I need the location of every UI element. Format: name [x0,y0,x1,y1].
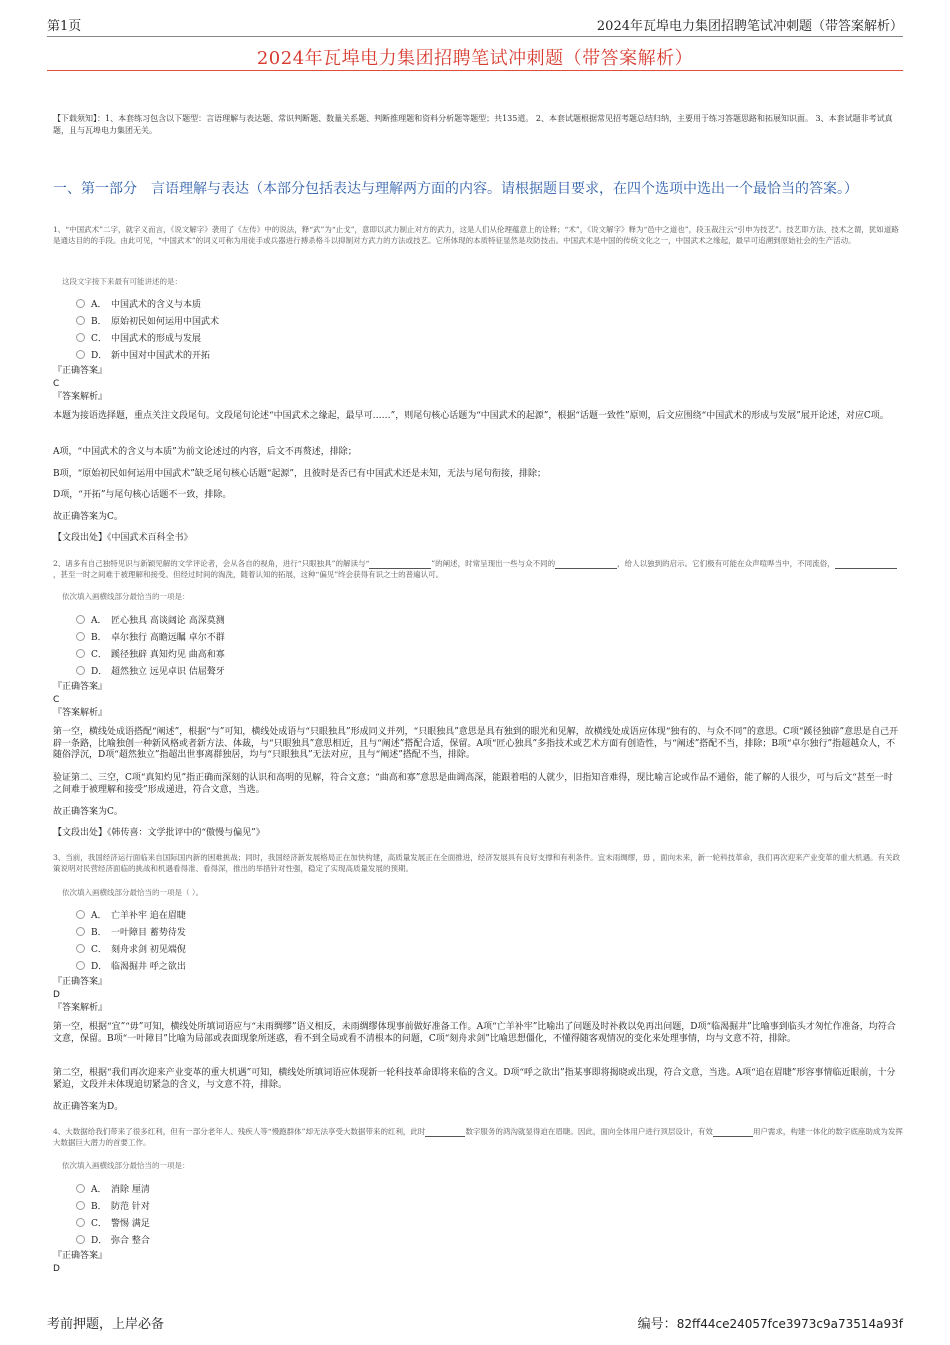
radio-icon[interactable] [76,1201,85,1210]
q3-options [76,906,186,974]
q1-ask: 这段文字接下来最有可能讲述的是： [62,277,182,286]
q4-ask: 依次填入画横线部分最恰当的一项是： [62,1161,190,1170]
blank-line [369,560,431,569]
q3-answer: D [53,990,60,1000]
q2-option-a[interactable]: A． 匠心独具 高谈阔论 高深莫测 [76,611,225,628]
q1-option-d[interactable]: D． 新中国对中国武术的开拓 [76,346,219,363]
q3-option-b[interactable]: B． 一叶障目 蓄势待发 [76,923,186,940]
page-title: 2024年瓦埠电力集团招聘笔试冲刺题（带答案解析） [256,48,694,69]
radio-icon[interactable] [76,927,85,936]
footer-slogan: 考前押题，上岸必备 [47,1316,165,1332]
q4-option-a[interactable]: A． 消除 厘清 [76,1180,150,1197]
q3-stem: 3、当前，我国经济运行面临来自国际国内新的困难挑战；同时，我国经济新发展格局正在加快构建，高质量发展正在全面推进，经济发展具有良好支撑和有利条件。宜未雨绸缪，毋 ，面向未来，新一轮科技革命，我们再次迎来产业变革的重大机遇。有关政策说明对民营经济面临的挑战和机遇看得准、看得深，推出的举措针对性强，稳定了实现高质量发展的预期。 [53,853,901,873]
q2-options [76,611,225,679]
q3-option-a[interactable]: A． 亡羊补牢 追在眉睫 [76,906,186,923]
radio-icon[interactable] [76,1235,85,1244]
q2-correct-label: 『正确答案』 [53,682,108,692]
q1-stem: 1、“中国武术”二字，就字义而言，《说文解字》袭用了《左传》中的说法，释“武”为“止戈”，意即以武力制止对方的武力，这是人们从伦理蕴意上的诠释；“术”，《说文解字》释为“邑中之道也”，段玉裁注云“引申为技艺”。技艺即方法、技术之谓，犹如道路是通达目的的手段。由此可见，“中国武术”的词义可称为用徒手或兵器进行搏杀格斗以抑制对方武力的方法或技艺。它所体现的本质特征显然是攻防技击。中国武术是中国的传统文化之一，中国武术之缘起，最早可追溯到原始社会的生产活动。 [53,225,899,245]
q1-correct-label: 『正确答案』 [53,366,108,376]
radio-icon[interactable] [76,632,85,641]
q2-analysis-2: 验证第二、三空，C项“真知灼见”指正确而深刻的认识和高明的见解，符合文意；“曲高和寡”意思是曲调高深，能跟着唱的人就少，旧指知音难得，现比喻言论或作品不通俗，能了解的人很少，可与后文“甚至一时之间难于被理解和接受”形成递进，符合文意，当选。 [53,773,893,795]
title-divider [47,70,903,71]
page-header [47,14,903,37]
q1-analysis-4: D项，“开拓”与尾句核心话题不一致，排除。 [53,490,232,500]
radio-icon[interactable] [76,333,85,342]
q3-correct-label: 『正确答案』 [53,977,108,987]
document-code: 82ff44ce24057fce3973c9a73514a93f [676,1316,903,1331]
download-notice: 【下载须知】：1、本套练习包含以下题型：言语理解与表达题、常识判断题、数量关系题、判断推理题和资料分析题等题型；共135道。 2、本套试题根据常见招考题总结归纳，主要用于练习答题思路和拓展知识面。 3、本套试题非考试真题，且与瓦埠电力集团无关。 [53,114,893,135]
radio-icon[interactable] [76,910,85,919]
q2-option-d[interactable]: D． 超然独立 远见卓识 佶屈聱牙 [76,662,225,679]
q1-answer: C [53,379,60,389]
blank-line [835,560,897,569]
page-number: 第1页 [47,19,82,34]
q2-analysis-label: 『答案解析』 [53,708,108,718]
q4-answer: D [53,1264,60,1274]
q3-analysis-label: 『答案解析』 [53,1003,108,1013]
q1-analysis-1: 本题为接语选择题，重点关注文段尾句。文段尾句论述“中国武术之缘起，最早可……”，则尾句核心话题为“中国武术的起源”，根据“话题一致性”原则，后文应围绕“中国武术的形成与发展”展开论述，对应C项。 [53,411,889,421]
q2-ask: 依次填入画横线部分最恰当的一项是： [62,592,190,601]
radio-icon[interactable] [76,666,85,675]
header-doc-title: 2024年瓦埠电力集团招聘笔试冲刺题（带答案解析） [596,19,903,34]
blank-line [555,560,617,569]
q3-option-c[interactable]: C． 刻舟求剑 初见端倪 [76,940,186,957]
radio-icon[interactable] [76,615,85,624]
q1-analysis-3: B项，“原始初民如何运用中国武术”缺乏尾句核心话题“起源”，且彼时是否已有中国武术还是未知，无法与尾句衔接，排除； [53,469,547,479]
q3-option-d[interactable]: D． 临渴掘井 呼之欲出 [76,957,186,974]
q1-analysis-2: A项，“中国武术的含义与本质”为前文论述过的内容，后文不再赘述，排除； [53,447,357,457]
q2-analysis-3: 故正确答案为C。 [53,807,123,817]
q2-option-c[interactable]: C． 蹊径独辟 真知灼见 曲高和寡 [76,645,225,662]
radio-icon[interactable] [76,316,85,325]
q4-correct-label: 『正确答案』 [53,1251,108,1261]
radio-icon[interactable] [76,350,85,359]
q3-analysis-3: 故正确答案为D。 [53,1102,124,1112]
blank-line [425,1128,465,1137]
radio-icon[interactable] [76,299,85,308]
radio-icon[interactable] [76,1218,85,1227]
q1-source: 【文段出处】《中国武术百科全书》 [53,533,193,543]
q2-option-b[interactable]: B． 卓尔独行 高瞻远瞩 卓尔不群 [76,628,225,645]
radio-icon[interactable] [76,944,85,953]
q1-option-a[interactable]: A． 中国武术的含义与本质 [76,295,219,312]
q1-option-b[interactable]: B． 原始初民如何运用中国武术 [76,312,219,329]
q2-stem: 2、诸多有自己独特见识与新颖见解的文学评论者，会从各自的视角，进行“只眼独具”的解读与“ ”的阐述，时常呈现出一些与众不同的 ，给人以独到的启示。它们极有可能在众声喧哗当中，不同流俗，，甚至一时之间难于被理解和接受。但经过时间的淘洗，随着认知的拓展，这种“偏见”终会获得有识之士的普遍认可。 [53,558,903,580]
q3-analysis-2: 第二空，根据“我们再次迎来产业变革的重大机遇”可知，横线处所填词语应体现新一轮科技革命即将来临的含义。D项“呼之欲出”指某事即将揭晓或出现，符合文意，当选。A项“追在眉睫”形容事情临近眼前，十分紧迫，文段并未体现追切紧急的含义，与文意不符，排除。 [53,1068,896,1090]
q1-analysis-label: 『答案解析』 [53,392,108,402]
section-heading: 一、第一部分 言语理解与表达（本部分包括表达与理解两方面的内容。请根据题目要求，在四个选项中选出一个最恰当的答案。） [53,181,858,197]
q4-stem: 4、大数据给我们带来了很多红利，但有一部分老年人、残疾人等“慢跑群体”却无法享受大数据带来的红利，此时 数字服务的鸿沟就显得迫在眉睫。因此，面向全体用户进行顶层设计，有效 用户需求，构建一体化的数字底座助成为发挥大数据巨大潜力的首要工作。 [53,1127,903,1147]
q1-analysis-5: 故正确答案为C。 [53,512,123,522]
q1-options [76,295,219,363]
blank-line [713,1128,753,1137]
q3-ask: 依次填入画横线部分最恰当的一项是（ ）。 [62,888,204,897]
radio-icon[interactable] [76,649,85,658]
q3-analysis-1: 第一空，根据“宜”“毋”可知，横线处所填词语应与“未雨绸缪”语义相反，未雨绸缪体现事前做好准备工作。A项“亡羊补牢”比喻出了问题及时补救以免再出问题，D项“临渴掘井”比喻事到临头才匆忙作准备，均符合文意，保留。B项“一叶障目”比喻为局部或表面现象所迷惑，看不到全局或看不清根本的问题，C项“刻舟求剑”比喻思想僵化，不懂得随客观情况的变化来处理事情，均与文意不符，排除。 [53,1022,896,1044]
footer-id: 编号：82ff44ce24057fce3973c9a73514a93f [637,1316,903,1332]
q2-source: 【文段出处】《韩传喜：文学批评中的“傲慢与偏见”》 [53,828,265,838]
radio-icon[interactable] [76,961,85,970]
q4-options [76,1180,150,1248]
page-footer [47,1312,903,1332]
q4-option-c[interactable]: C． 警惕 满足 [76,1214,150,1231]
radio-icon[interactable] [76,1184,85,1193]
q2-analysis-1: 第一空，横线处成语搭配“阐述”，根据“与”可知，横线处成语与“只眼独具”形成同义并列，“只眼独具”意思是具有独到的眼光和见解，故横线处成语应体现“独有的、与众不同”的意思。C项“蹊径独辟”意思是自己开辟一条路，比喻独创一种新风格或者新方法、体裁，与“只眼独具”意思相近，且与“阐述”搭配合适，保留。A项“匠心独具”多指技术或艺术方面有创造性，与“阐述”搭配不当，排除；B项“卓尔独行”指超越众人，不随俗浮沉，D项“超然独立”指超出世事离群独居，均与“只眼独具”无法对应，且与“阐述”搭配不当，排除。 [53,727,899,760]
q4-option-b[interactable]: B． 防范 针对 [76,1197,150,1214]
q4-option-d[interactable]: D． 弥合 整合 [76,1231,150,1248]
q1-option-c[interactable]: C． 中国武术的形成与发展 [76,329,219,346]
q2-answer: C [53,695,60,705]
